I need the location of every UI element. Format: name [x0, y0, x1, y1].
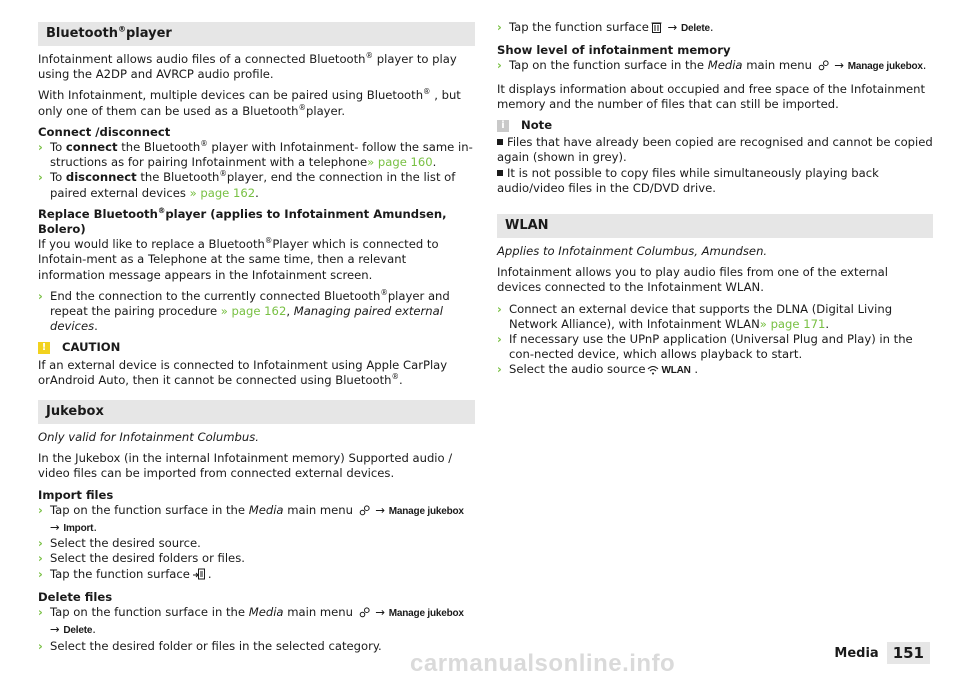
step-import-3: › Select the desired folders or files. [38, 551, 245, 566]
caution-icon: ! [38, 342, 50, 354]
right-column [497, 20, 933, 380]
page-link[interactable]: » page 162 [220, 304, 287, 319]
step-arrow-icon: › [497, 332, 502, 347]
trash-icon [651, 21, 662, 37]
step-arrow-icon: › [497, 301, 502, 316]
step-arrow-icon: › [38, 140, 43, 155]
step-arrow-icon: › [497, 362, 502, 377]
replace-text: If you would like to replace a Bluetooth®Player which is connected to Infotain-ment as a Telephone at the same time, then a relevant information message appears in the Infotainment screen. [38, 236, 439, 282]
settings-icon [359, 505, 370, 520]
step-arrow-icon: › [38, 638, 43, 653]
watermark: carmanualsonline.info [410, 650, 676, 677]
bt-intro: Infotainment allows audio files of a connected Bluetooth® player to play using the A2DP and AVRCP audio profile. [38, 51, 457, 82]
step-arrow-icon: › [38, 502, 43, 517]
bt-multi: With Infotainment, multiple devices can be paired using Bluetooth® , but only one of them can be used as a Bluetooth®player. [38, 87, 461, 118]
import-heading: Import files [38, 487, 114, 502]
step-import-1: › Tap on the function surface in the Media main menu → Manage jukebox → Import. [38, 502, 464, 535]
step-wlan-1: › Connect an external device that supports the DLNA (Digital Living Network Alliance), with Infotainment WLAN» page 171. [497, 301, 893, 331]
step-import-4: › Tap the function surface . [38, 567, 475, 584]
page-number: 151 [887, 642, 930, 664]
connect-heading: Connect /disconnect [38, 124, 171, 139]
page-link[interactable]: » page 160 [367, 155, 433, 170]
caution-text: If an external device is connected to Infotainment using Apple CarPlay orAndroid Auto, then it cannot be connected using Bluetooth®. [38, 357, 448, 387]
step-disconnect: › To disconnect the Bluetooth®player, end the connection in the list of paired external devices » page 162. [38, 169, 456, 200]
step-wlan-3: › Select the audio source WLAN . [497, 362, 933, 379]
replace-heading: Replace Bluetooth®player (applies to Infotainment Amundsen, Bolero) [38, 205, 447, 237]
import-icon [192, 568, 206, 584]
page-link[interactable]: » page 162 [189, 185, 256, 200]
section-heading-wlan: WLAN [497, 214, 933, 238]
info-icon: i [497, 120, 509, 132]
step-wlan-2: › If necessary use the UPnP application (Universal Plug and Play) in the con-nected device, which allows playback to start. [497, 332, 913, 362]
step-delete-1: › Tap on the function surface in the Media main menu → Manage jukebox → Delete. [38, 605, 464, 637]
jukebox-intro: In the Jukebox (in the internal Infotainment memory) Supported audio / video files can be imported from connected external devices. [38, 451, 453, 481]
section-heading-jukebox: Jukebox [38, 400, 475, 424]
bullet-icon [497, 170, 503, 176]
step-import-2: › Select the desired source. [38, 536, 201, 551]
note-2: It is not possible to copy files while simultaneously playing back audio/video files in the CD/DVD drive. [497, 165, 879, 195]
wlan-intro: Infotainment allows you to play audio files from one of the external devices connected to the Infotainment WLAN. [497, 265, 888, 295]
settings-icon [359, 607, 370, 622]
step-arrow-icon: › [38, 551, 43, 566]
jukebox-valid: Only valid for Infotainment Columbus. [38, 430, 259, 445]
footer-section: Media [834, 645, 879, 661]
note-header: i Note [497, 118, 933, 133]
step-arrow-icon: › [38, 536, 43, 551]
step-end-connection: › End the connection to the currently connected Bluetooth®player and repeat the pairing procedure » page 162, Managing paired external devices. [38, 287, 450, 334]
step-arrow-icon: › [38, 288, 43, 303]
display-info: It displays information about occupied and free space of the Infotainment memory and the number of files that can still be imported. [497, 81, 926, 111]
caution-header: ! CAUTION [38, 340, 475, 355]
step-arrow-icon: › [497, 58, 502, 73]
step-arrow-icon: › [38, 170, 43, 185]
step-tap-delete: › Tap the function surface → Delete. [497, 20, 933, 37]
settings-icon [818, 60, 829, 75]
note-1: Files that have already been copied are recognised and cannot be copied again (shown in grey). [497, 135, 933, 165]
step-arrow-icon: › [38, 566, 43, 581]
step-arrow-icon: › [497, 20, 502, 34]
step-connect: › To connect the Bluetooth® player with Infotainment- follow the same in-structions as for pairing Infotainment with a telephone» page 160. [38, 139, 473, 170]
page-footer [834, 642, 930, 664]
step-show-memory: › Tap on the function surface in the Media main menu → Manage jukebox. [497, 58, 933, 75]
wifi-icon [647, 364, 659, 379]
wlan-valid: Applies to Infotainment Columbus, Amundsen. [497, 244, 768, 259]
step-arrow-icon: › [38, 605, 43, 620]
delete-heading: Delete files [38, 589, 113, 604]
left-column [38, 22, 475, 654]
section-heading-bluetooth: Bluetooth®player [38, 22, 475, 46]
page-link[interactable]: » page 171 [759, 316, 826, 331]
step-delete-2: › Select the desired folder or files in the selected category. [38, 638, 382, 653]
bullet-icon [497, 139, 503, 145]
show-memory-heading: Show level of infotainment memory [497, 43, 731, 58]
